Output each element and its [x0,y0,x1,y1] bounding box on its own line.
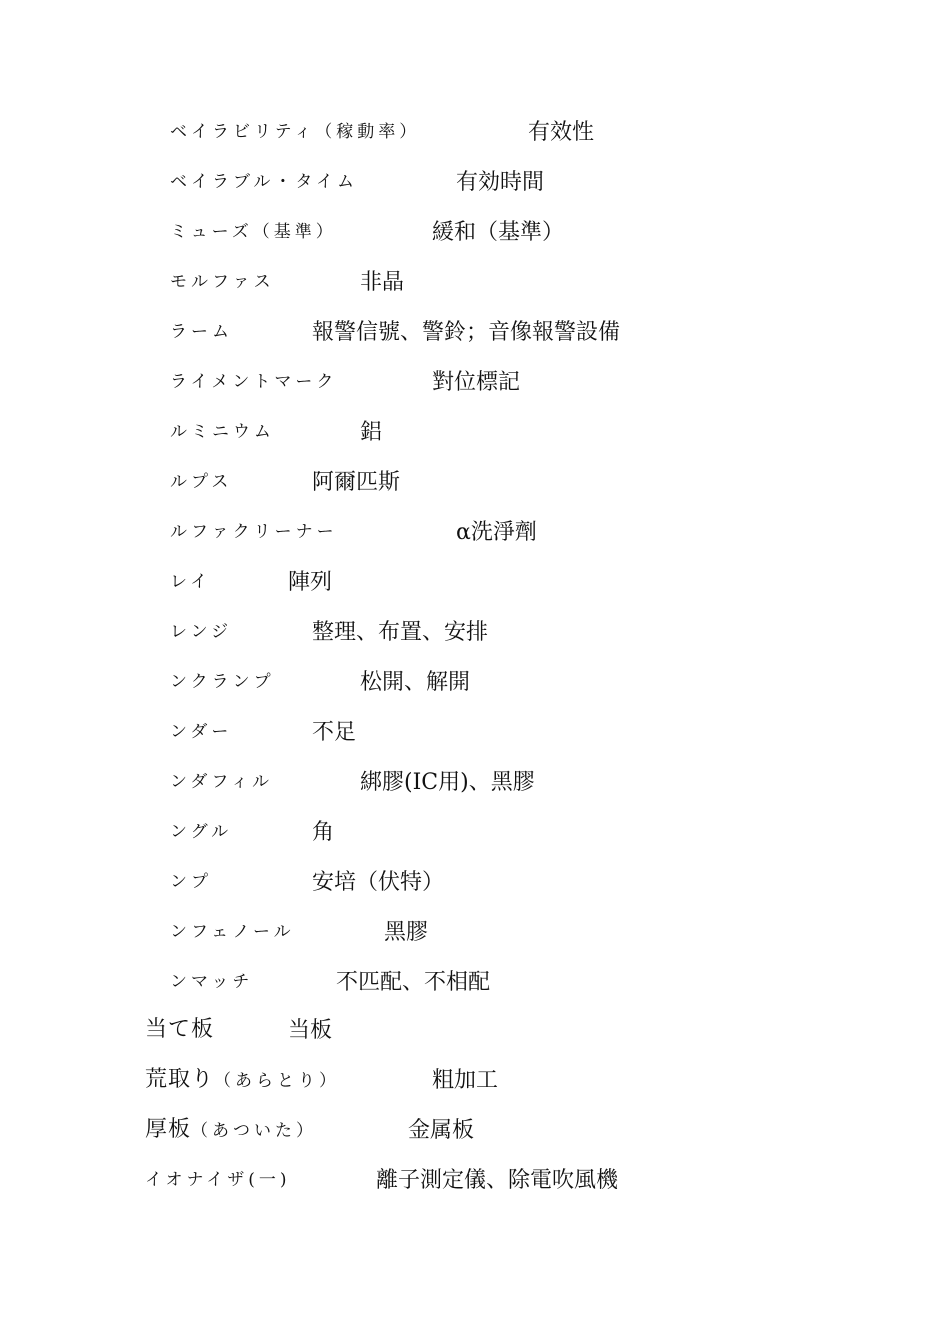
term-translation: 報警信號、警鈴；音像報警設備 [312,320,621,345]
term-japanese: ベイラビリティ（稼動率） [170,122,421,142]
term-reading: （あついた） [191,1121,318,1141]
term-translation: 整理、布置、安排 [312,620,489,645]
term-japanese: ベイラブル・タイム [170,172,358,192]
term-translation: 金属板 [408,1118,475,1143]
term-japanese: レイ [170,572,212,592]
term-japanese: ミューズ（基準） [170,222,337,242]
term-japanese: ンマッチ [170,972,254,992]
term-japanese: ンダフィル [170,772,273,792]
term-translation: 粗加工 [432,1068,499,1093]
term-translation: 有效性 [528,120,595,145]
term-japanese: ルプス [170,472,233,492]
term-translation: 角 [312,820,335,845]
term-japanese: レンジ [170,622,233,642]
term-translation: 不足 [312,720,357,745]
term-kanji: 厚板 [145,1117,192,1142]
term-translation: 黑膠 [384,920,429,945]
term-translation: 松開、解開 [360,670,471,695]
term-translation: α洗淨劑 [456,520,537,545]
term-japanese: ンダー [170,722,233,742]
term-kanji: 荒取り [145,1067,215,1092]
term-translation: 当板 [288,1018,333,1043]
term-translation: 離子測定儀、除電吹風機 [376,1168,619,1193]
term-translation: 綁膠(IC用)、黑膠 [360,770,535,795]
term-japanese [145,1118,317,1143]
term-japanese: ンフェノール [170,922,295,942]
term-translation: 非晶 [360,270,405,295]
term-japanese [145,1068,340,1093]
term-japanese: 当て板 [145,1017,215,1042]
term-japanese: ンクランプ [170,672,275,692]
term-japanese: ルファクリーナー [170,522,338,542]
term-translation: 安培（伏特） [312,870,445,895]
term-japanese: ルミニウム [170,422,275,442]
term-japanese: イオナイザ(一) [145,1170,291,1190]
term-japanese: ライメントマーク [170,372,338,392]
term-japanese: ラーム [170,322,233,342]
term-japanese: モルファス [170,272,275,292]
term-translation: 陣列 [288,570,333,595]
term-translation: 緩和（基準） [432,220,565,245]
term-japanese: ンプ [170,872,212,892]
term-translation: 不匹配、不相配 [336,970,491,995]
term-translation: 鋁 [360,420,383,445]
term-translation: 有効時間 [456,170,545,195]
term-reading: （あらとり） [214,1071,341,1091]
term-translation: 對位標記 [432,370,521,395]
term-japanese: ングル [170,822,233,842]
term-translation: 阿爾匹斯 [312,470,401,495]
